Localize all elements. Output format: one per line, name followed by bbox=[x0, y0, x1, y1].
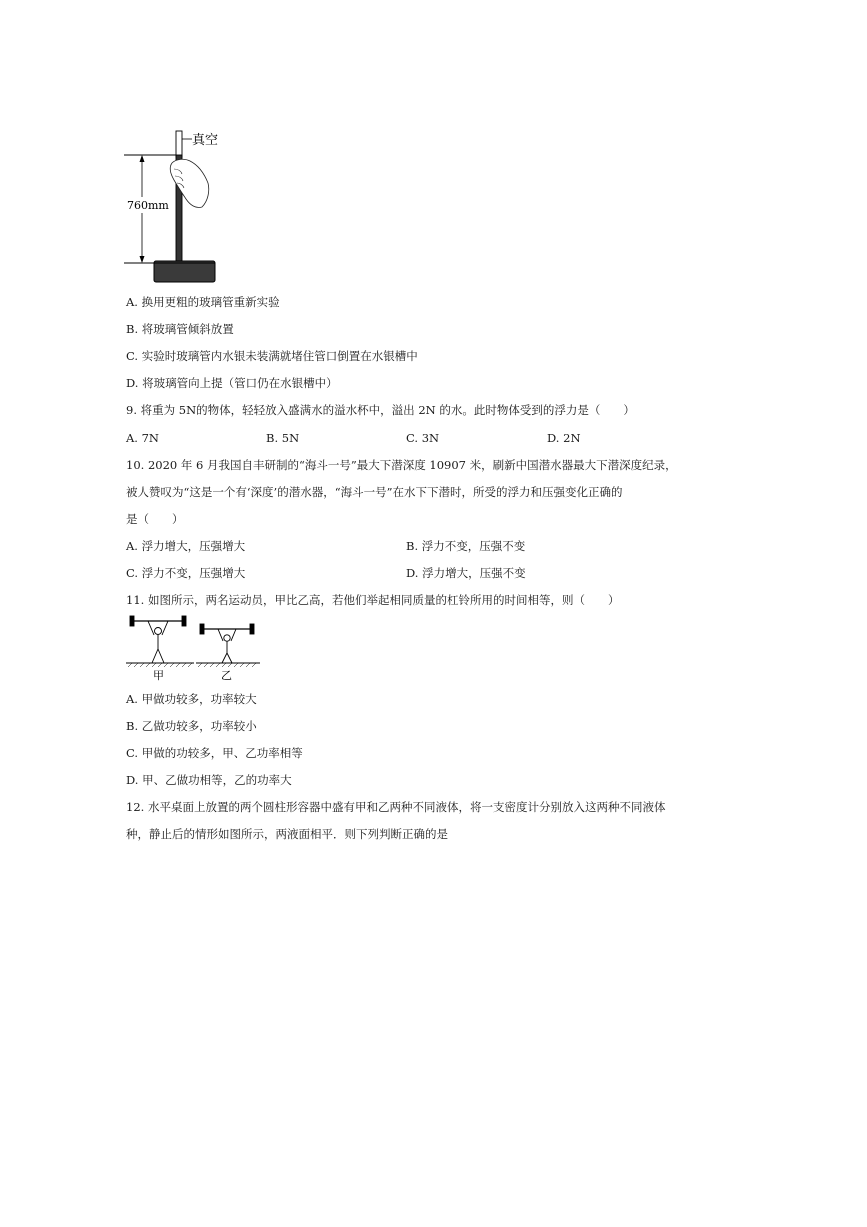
lifter-yi bbox=[200, 624, 254, 663]
q10-option-b: B. 浮力不变，压强不变 bbox=[406, 539, 526, 553]
height-label: 760mm bbox=[127, 199, 169, 212]
weightlifters-figure bbox=[124, 613, 264, 683]
q11-option-a: A. 甲做功较多，功率较大 bbox=[126, 692, 257, 706]
vacuum-label: 真空 bbox=[192, 133, 219, 148]
q10-option-a: A. 浮力增大，压强增大 bbox=[126, 539, 246, 553]
q9-stem: 9. 将重为 5N的物体，轻轻放入盛满水的溢水杯中，溢出 2N 的水。此时物体受到的浮力是（ ） bbox=[126, 403, 635, 417]
q12-stem-line-1: 12. 水平桌面上放置的两个圆柱形容器中盛有甲和乙两种不同液体，将一支密度计分别放入这两种不同液体 bbox=[126, 800, 666, 814]
q12-stem-line-2: 种，静止后的情形如图所示，两液面相平．则下列判断正确的是 bbox=[126, 827, 448, 841]
q9-option-a: A. 7N bbox=[126, 431, 159, 445]
torricelli-figure bbox=[120, 125, 230, 290]
q10-option-d: D. 浮力增大，压强不变 bbox=[406, 566, 526, 580]
q8-option-d: D. 将玻璃管向上提（管口仍在水银槽中） bbox=[126, 376, 338, 390]
q9-option-c: C. 3N bbox=[406, 431, 440, 445]
q10-option-c: C. 浮力不变，压强增大 bbox=[126, 566, 246, 580]
q8-option-a: A. 换用更粗的玻璃管重新实验 bbox=[126, 295, 280, 309]
label-yi: 乙 bbox=[221, 669, 232, 682]
q11-option-b: B. 乙做功较多，功率较小 bbox=[126, 719, 257, 733]
q9-option-b: B. 5N bbox=[266, 431, 300, 445]
q8-option-b: B. 将玻璃管倾斜放置 bbox=[126, 322, 234, 336]
q8-option-c: C. 实验时玻璃管内水银未装满就堵住管口倒置在水银槽中 bbox=[126, 349, 418, 363]
q10-stem-line-1: 10. 2020 年 6 月我国自丰研制的“海斗一号”最大下潜深度 10907 米，刷新中国潜水器最大下潜深度纪录， bbox=[126, 458, 677, 472]
q9-option-d: D. 2N bbox=[547, 431, 581, 445]
q11-option-d: D. 甲、乙做功相等，乙的功率大 bbox=[126, 773, 292, 787]
q10-stem-line-3: 是（ ） bbox=[126, 512, 184, 526]
lifter-jia bbox=[130, 616, 186, 663]
q11-stem: 11. 如图所示，两名运动员，甲比乙高，若他们举起相同质量的杠铃所用的时间相等，则（ ） bbox=[126, 593, 620, 607]
label-jia: 甲 bbox=[153, 669, 164, 682]
q10-stem-line-2: 被人赞叹为“这是一个有‘深度’的潜水器，“海斗一号”在水下下潜时，所受的浮力和压强变化正确的 bbox=[126, 485, 623, 499]
q11-option-c: C. 甲做的功较多，甲、乙功率相等 bbox=[126, 746, 303, 760]
